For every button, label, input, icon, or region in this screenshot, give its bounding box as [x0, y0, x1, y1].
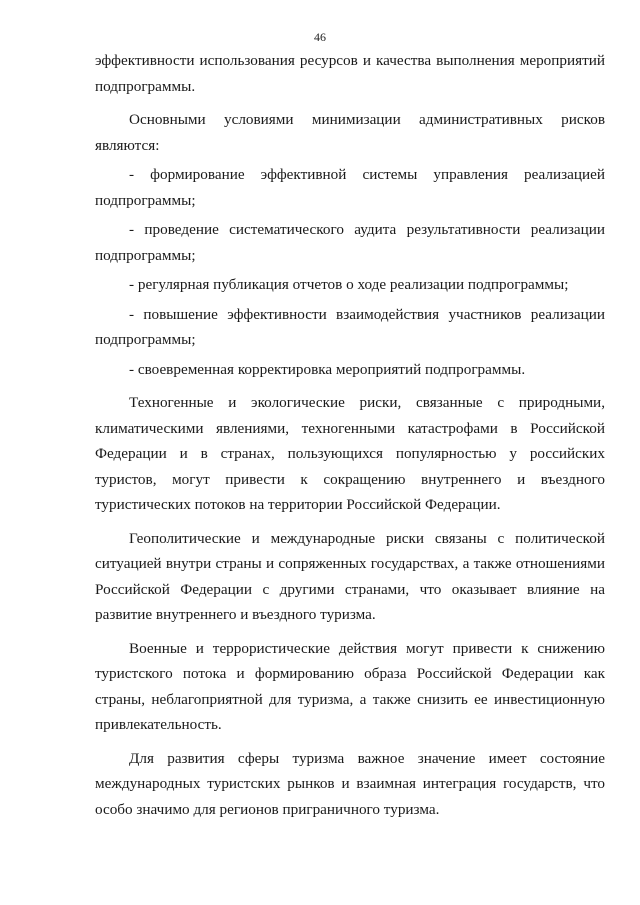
- paragraph-continuation: эффективности использования ресурсов и качества выполнения мероприятий подпрограммы.: [95, 52, 605, 95]
- list-item: - регулярная публикация отчетов о ходе реализации подпрограммы;: [129, 276, 569, 293]
- page-number: 46: [314, 30, 326, 44]
- paragraph-tourism-development: Для развития сферы туризма важное значение имеет состояние международных туристских рынков и взаимная интеграция государств, что особо значимо для регионов приграничного туризма.: [95, 749, 605, 818]
- list-item: - проведение систематического аудита результативности реализации подпрограммы;: [95, 221, 605, 264]
- paragraph-geopolitical-risks: Геополитические и международные риски связаны с политической ситуацией внутри страны и сопряженных государствах, а также отношениями Российской Федерации с другими странами, что оказывает влияние на развитие внутреннего и въездного туризма.: [95, 529, 605, 623]
- list-item: - своевременная корректировка мероприятий подпрограммы.: [129, 360, 526, 378]
- list-item: - повышение эффективности взаимодействия участников реализации подпрограммы;: [95, 305, 605, 348]
- page-body: [95, 48, 605, 822]
- paragraph-conditions-intro: Основными условиями минимизации административных рисков являются:: [95, 111, 605, 154]
- list-item: - формирование эффективной системы управления реализацией подпрограммы;: [95, 166, 605, 209]
- paragraph-military-risks: Военные и террористические действия могут привести к снижению туристского потока и формированию образа Российской Федерации как страны, неблагоприятной для туризма, а также снизить ее инвестиционную привлекательность.: [95, 639, 605, 733]
- paragraph-technogenic-risks: Техногенные и экологические риски, связанные с природными, климатическими явлениями, техногенными катастрофами в Российской Федерации и в странах, пользующихся популярностью у российских туристов, могут привести к сокращению внутреннего и въездного туристических потоков на территории Российской Федерации.: [95, 394, 605, 513]
